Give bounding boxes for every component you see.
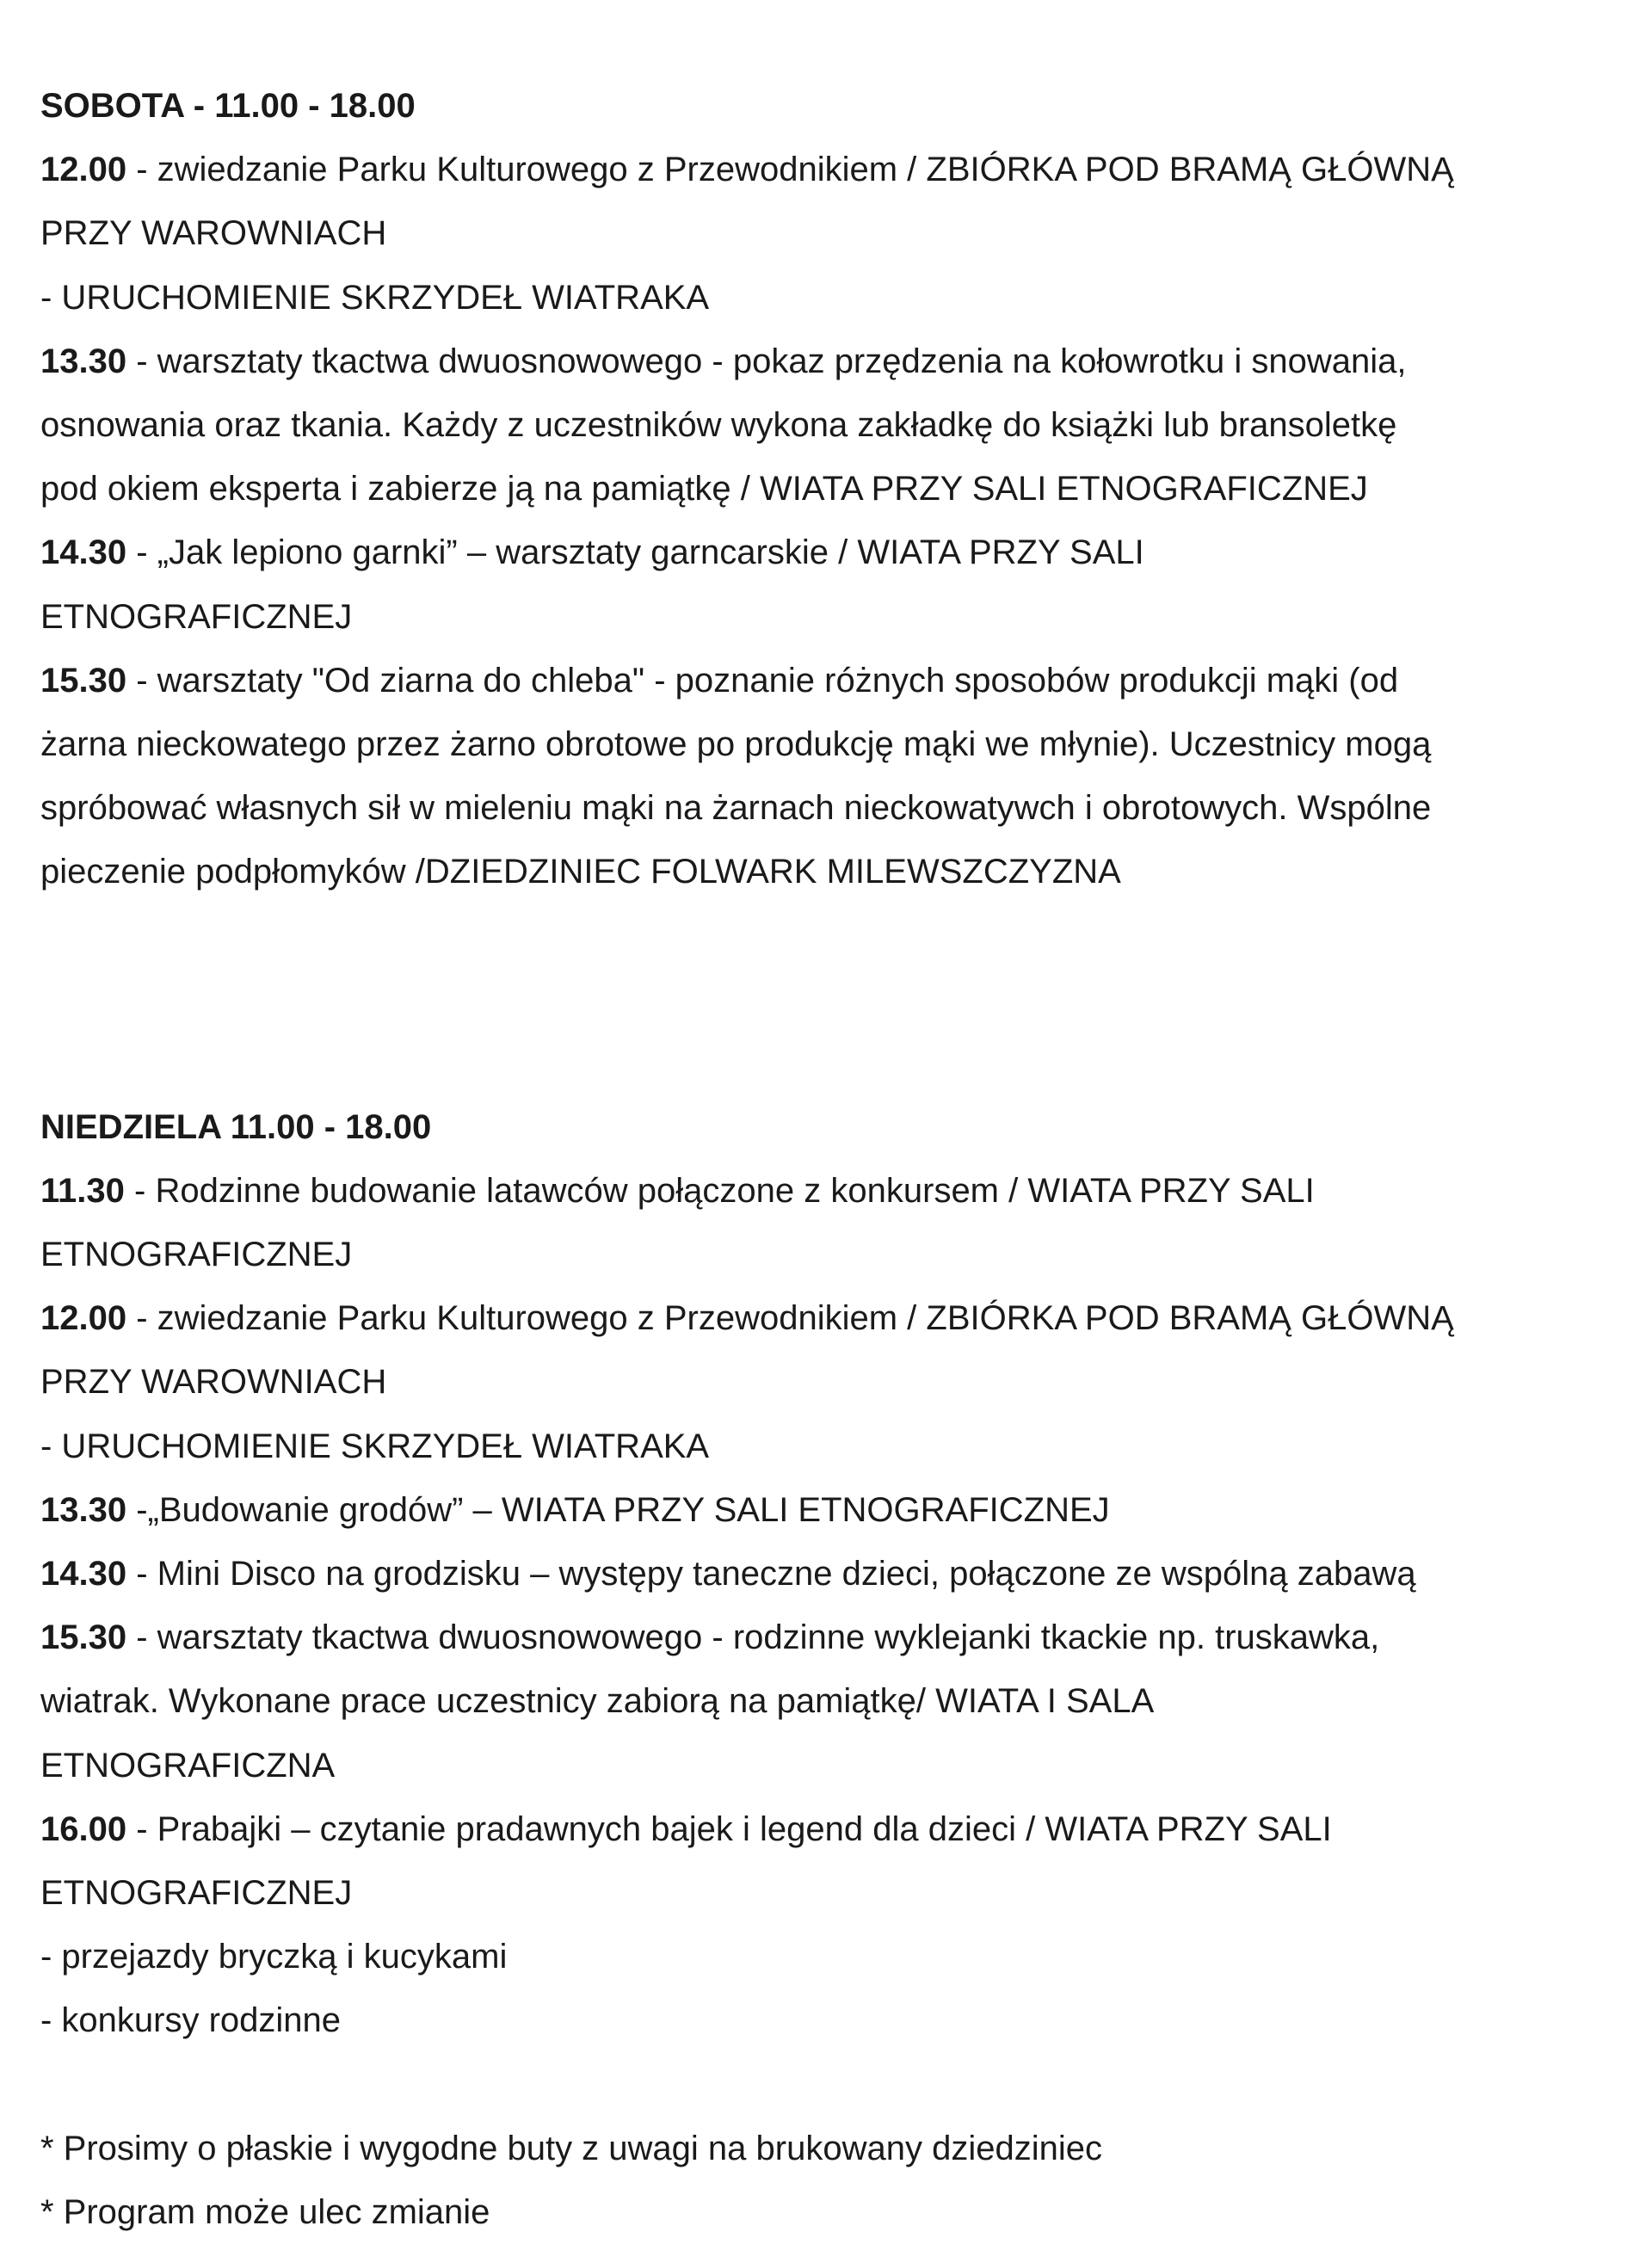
program-document — [40, 74, 1624, 2244]
event-text: - warsztaty tkactwa dwuosnowowego - rodzinne wyklejanki tkackie np. truskawka, — [126, 1618, 1380, 1657]
note-shoes: * Prosimy o płaskie i wygodne buty z uwagi na brukowany dziedziniec — [40, 2129, 1102, 2167]
schedule-line — [40, 1478, 1624, 1542]
event-time: 14.30 — [40, 1555, 127, 1594]
event-text: - zwiedzanie Parku Kulturowego z Przewodnikiem / ZBIÓRKA POD BRAMĄ GŁÓWNĄ — [126, 151, 1454, 189]
event-time: 13.30 — [40, 342, 127, 380]
event-time: 11.30 — [40, 1171, 125, 1210]
event-text: pod okiem eksperta i zabierze ją na pamiątkę / WIATA PRZY SALI ETNOGRAFICZNEJ — [40, 470, 1368, 509]
schedule-line — [40, 1797, 1624, 1861]
event-text: pieczenie podpłomyków /DZIEDZINIEC FOLWARK MILEWSZCZYZNA — [40, 853, 1121, 891]
event-text: - warsztaty tkactwa dwuosnowowego - pokaz przędzenia na kołowrotku i snowania, — [126, 342, 1407, 380]
saturday-section — [40, 74, 1624, 904]
event-text: - przejazdy bryczką i kucykami — [40, 1938, 508, 1976]
schedule-line — [40, 1350, 1624, 1414]
schedule-line — [40, 138, 1624, 201]
event-time: 15.30 — [40, 661, 127, 700]
saturday-schedule — [40, 138, 1624, 903]
schedule-line — [40, 330, 1624, 393]
schedule-line — [40, 712, 1624, 776]
schedule-line — [40, 266, 1624, 330]
event-text: - „Jak lepiono garnki” – warsztaty garncarskie / WIATA PRZY SALI — [126, 533, 1144, 572]
schedule-line — [40, 1606, 1624, 1669]
schedule-line — [40, 1223, 1624, 1286]
schedule-line — [40, 457, 1624, 521]
sunday-section — [40, 1095, 1624, 2053]
event-time: 12.00 — [40, 151, 127, 189]
event-text: -„Budowanie grodów” – WIATA PRZY SALI ETNOGRAFICZNEJ — [126, 1490, 1110, 1529]
event-text: ETNOGRAFICZNEJ — [40, 597, 353, 636]
schedule-line — [40, 649, 1624, 712]
schedule-line — [40, 1159, 1624, 1223]
sunday-heading: NIEDZIELA 11.00 - 18.00 — [40, 1107, 432, 1146]
saturday-heading: SOBOTA - 11.00 - 18.00 — [40, 87, 416, 125]
schedule-line — [40, 1542, 1624, 1606]
event-time: 16.00 — [40, 1809, 127, 1848]
schedule-line — [40, 776, 1624, 840]
event-text: PRZY WAROWNIACH — [40, 214, 387, 253]
schedule-line — [40, 201, 1624, 265]
section-spacer — [40, 904, 1624, 1095]
event-text: - Rodzinne budowanie latawców połączone z konkursem / WIATA PRZY SALI — [124, 1171, 1315, 1210]
schedule-line — [40, 393, 1624, 457]
event-text: wiatrak. Wykonane prace uczestnicy zabiorą na pamiątkę/ WIATA I SALA — [40, 1682, 1155, 1721]
schedule-line — [40, 1925, 1624, 1988]
schedule-line — [40, 1669, 1624, 1733]
schedule-line — [40, 521, 1624, 584]
event-text: spróbować własnych sił w mieleniu mąki na żarnach nieckowatywch i obrotowych. Wspólne — [40, 789, 1432, 828]
event-text: - URUCHOMIENIE SKRZYDEŁ WIATRAKA — [40, 278, 710, 317]
schedule-line — [40, 1286, 1624, 1350]
event-time: 13.30 — [40, 1490, 127, 1529]
event-text: żarna nieckowatego przez żarno obrotowe po produkcję mąki we młynie). Uczestnicy mogą — [40, 725, 1432, 764]
schedule-line — [40, 840, 1624, 903]
event-time: 12.00 — [40, 1299, 127, 1338]
event-time: 15.30 — [40, 1618, 127, 1657]
event-text: ETNOGRAFICZNEJ — [40, 1236, 353, 1274]
schedule-line — [40, 1861, 1624, 1925]
event-text: - zwiedzanie Parku Kulturowego z Przewodnikiem / ZBIÓRKA POD BRAMĄ GŁÓWNĄ — [126, 1299, 1454, 1338]
event-text: - Mini Disco na grodzisku – występy taneczne dzieci, połączone ze wspólną zabawą — [126, 1555, 1416, 1594]
notes-section — [40, 2117, 1624, 2244]
event-text: osnowania oraz tkania. Każdy z uczestników wykona zakładkę do książki lub bransoletkę — [40, 406, 1397, 445]
schedule-line — [40, 585, 1624, 649]
schedule-line — [40, 1415, 1624, 1478]
event-time: 14.30 — [40, 533, 127, 572]
event-text: - Prabajki – czytanie pradawnych bajek i legend dla dzieci / WIATA PRZY SALI — [126, 1809, 1332, 1848]
event-text: ETNOGRAFICZNEJ — [40, 1874, 353, 1913]
event-text: - URUCHOMIENIE SKRZYDEŁ WIATRAKA — [40, 1427, 710, 1465]
event-text: ETNOGRAFICZNA — [40, 1746, 336, 1785]
notes-spacer — [40, 2053, 1624, 2117]
event-text: PRZY WAROWNIACH — [40, 1363, 387, 1402]
sunday-schedule — [40, 1159, 1624, 2053]
schedule-line — [40, 1734, 1624, 1797]
event-text: - warsztaty "Od ziarna do chleba" - poznanie różnych sposobów produkcji mąki (od — [126, 661, 1399, 700]
note-program-change: * Program może ulec zmianie — [40, 2192, 490, 2231]
event-text: - konkursy rodzinne — [40, 2001, 342, 2040]
schedule-line — [40, 1988, 1624, 2052]
